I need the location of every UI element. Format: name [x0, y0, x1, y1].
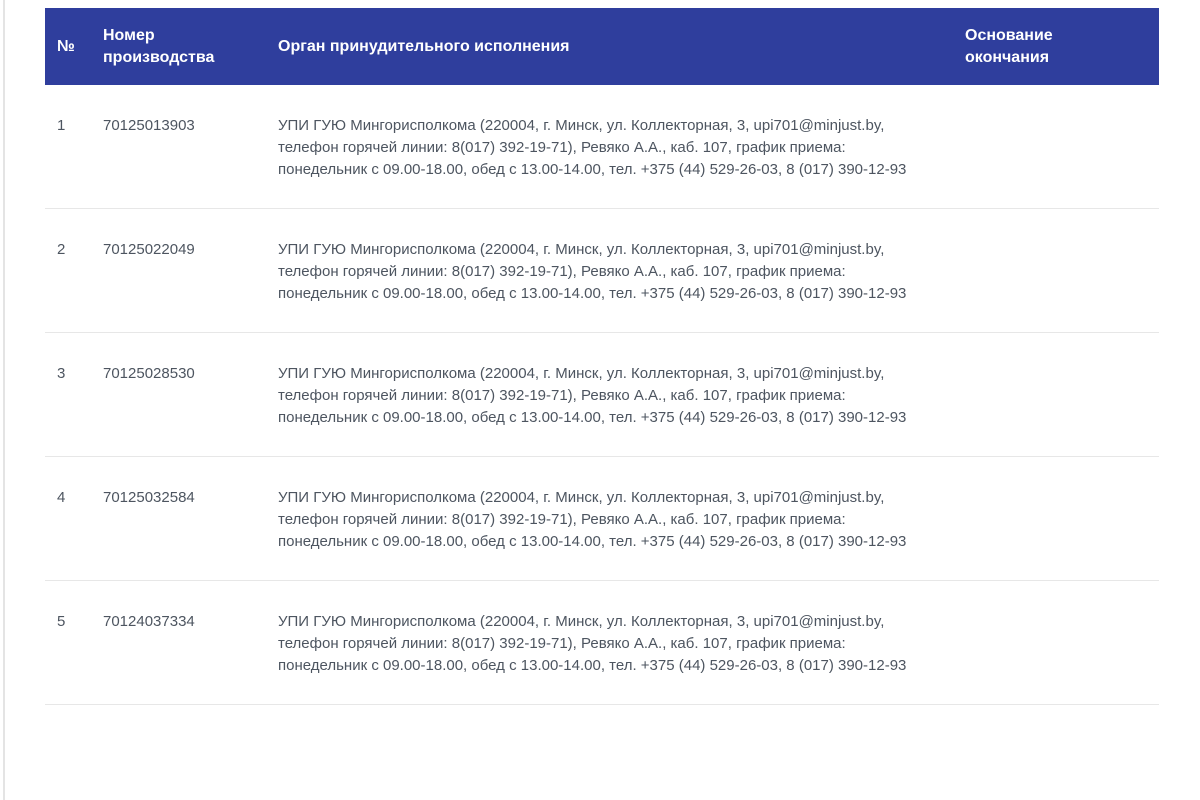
enforcement-proceedings-table	[45, 8, 1159, 705]
row-index: 4	[57, 489, 66, 506]
row-index: 3	[57, 365, 66, 382]
table-body	[45, 85, 1159, 705]
column-header-authority: Орган принудительного исполнения	[278, 37, 570, 55]
row-authority: УПИ ГУЮ Мингорисполкома (220004, г. Минск, ул. Коллекторная, 3, upi701@minjust.by, телефон горячей линии: 8(017) 392-19-71), Ревяко А.А., каб. 107, график приема: понедельник с 09.00-18.00, обед с 13.00-14.00, тел. +375 (44) 529-26-03, 8 (017) 390-12-93	[278, 489, 907, 550]
row-index: 5	[57, 613, 66, 630]
row-index: 2	[57, 241, 66, 258]
row-case-number: 70125013903	[103, 117, 195, 134]
row-authority: УПИ ГУЮ Мингорисполкома (220004, г. Минск, ул. Коллекторная, 3, upi701@minjust.by, телефон горячей линии: 8(017) 392-19-71), Ревяко А.А., каб. 107, график приема: понедельник с 09.00-18.00, обед с 13.00-14.00, тел. +375 (44) 529-26-03, 8 (017) 390-12-93	[278, 117, 907, 178]
column-header-index: №	[57, 37, 75, 55]
row-case-number: 70125032584	[103, 489, 195, 506]
row-authority: УПИ ГУЮ Мингорисполкома (220004, г. Минск, ул. Коллекторная, 3, upi701@minjust.by, телефон горячей линии: 8(017) 392-19-71), Ревяко А.А., каб. 107, график приема: понедельник с 09.00-18.00, обед с 13.00-14.00, тел. +375 (44) 529-26-03, 8 (017) 390-12-93	[278, 241, 907, 302]
table-row	[45, 209, 1159, 333]
column-header-termination-reason: Основание окончания	[965, 26, 1053, 66]
table-row	[45, 581, 1159, 705]
table-header-row	[45, 8, 1159, 85]
table-row	[45, 333, 1159, 457]
row-index: 1	[57, 117, 66, 134]
row-authority: УПИ ГУЮ Мингорисполкома (220004, г. Минск, ул. Коллекторная, 3, upi701@minjust.by, телефон горячей линии: 8(017) 392-19-71), Ревяко А.А., каб. 107, график приема: понедельник с 09.00-18.00, обед с 13.00-14.00, тел. +375 (44) 529-26-03, 8 (017) 390-12-93	[278, 613, 907, 674]
column-header-case-number: Номер производства	[103, 26, 215, 66]
row-authority: УПИ ГУЮ Мингорисполкома (220004, г. Минск, ул. Коллекторная, 3, upi701@minjust.by, телефон горячей линии: 8(017) 392-19-71), Ревяко А.А., каб. 107, график приема: понедельник с 09.00-18.00, обед с 13.00-14.00, тел. +375 (44) 529-26-03, 8 (017) 390-12-93	[278, 365, 907, 426]
row-case-number: 70125022049	[103, 241, 195, 258]
row-case-number: 70125028530	[103, 365, 195, 382]
table-row	[45, 457, 1159, 581]
page-left-edge-divider	[3, 0, 5, 800]
row-case-number: 70124037334	[103, 613, 195, 630]
table-row	[45, 85, 1159, 209]
